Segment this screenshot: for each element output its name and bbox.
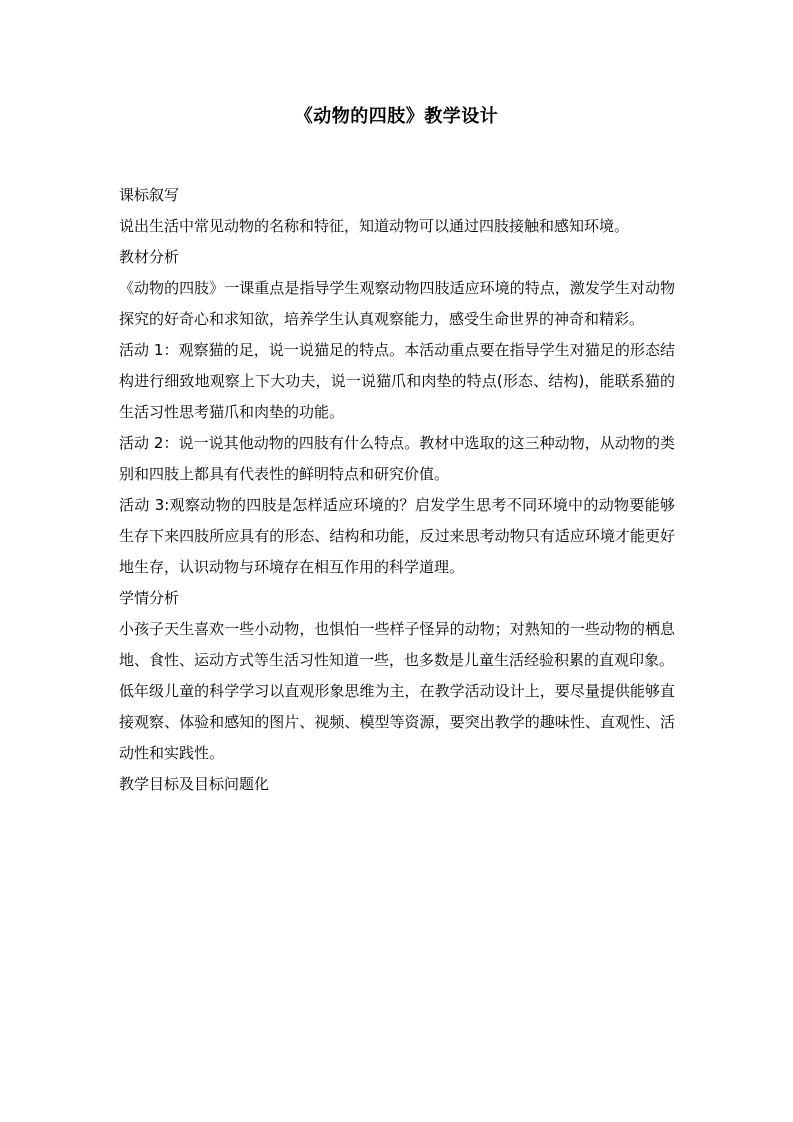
section-heading-learner-analysis: 学情分析 <box>119 589 180 607</box>
document-title: 《动物的四肢》教学设计 <box>294 106 499 127</box>
section-heading-curriculum: 课标叙写 <box>119 186 180 204</box>
curriculum-paragraph: 说出生活中常见动物的名称和特征，知道动物可以通过四肢接触和感知环境。 <box>119 217 630 235</box>
activity-3-paragraph: 活动 3:观察动物的四肢是怎样适应环境的？启发学生思考不同环境中的动物要能够生存下来四肢所应具有的形态、结构和功能，反过来思考动物只有适应环境才能更好地生存，认识动物与环境存在相互作用的科学道理。 <box>119 496 675 576</box>
section-heading-teaching-goals: 教学目标及目标问题化 <box>119 775 270 793</box>
document-body <box>119 180 675 800</box>
activity-1-paragraph: 活动 1：观察猫的足，说一说猫足的特点。本活动重点要在指导学生对猫足的形态结构进行细致地观察上下大功夫，说一说猫爪和肉垫的特点(形态、结构)，能联系猫的生活习性思考猫爪和肉垫的功能。 <box>119 341 675 421</box>
activity-2-paragraph: 活动 2：说一说其他动物的四肢有什么特点。教材中选取的这三种动物，从动物的类别和四肢上都具有代表性的鲜明特点和研究价值。 <box>119 434 675 483</box>
learner-analysis-paragraph-1: 小孩子天生喜欢一些小动物，也惧怕一些样子怪异的动物；对熟知的一些动物的栖息地、食性、运动方式等生活习性知道一些，也多数是儿童生活经验积累的直观印象。 <box>119 620 675 669</box>
learner-analysis-paragraph-2: 低年级儿童的科学学习以直观形象思维为主，在教学活动设计上，要尽量提供能够直接观察、体验和感知的图片、视频、模型等资源，要突出教学的趣味性、直观性、活动性和实践性。 <box>119 682 675 762</box>
section-heading-textbook-analysis: 教材分析 <box>119 248 180 266</box>
textbook-analysis-paragraph: 《动物的四肢》一课重点是指导学生观察动物四肢适应环境的特点，激发学生对动物探究的好奇心和求知欲，培养学生认真观察能力，感受生命世界的神奇和精彩。 <box>119 279 675 328</box>
